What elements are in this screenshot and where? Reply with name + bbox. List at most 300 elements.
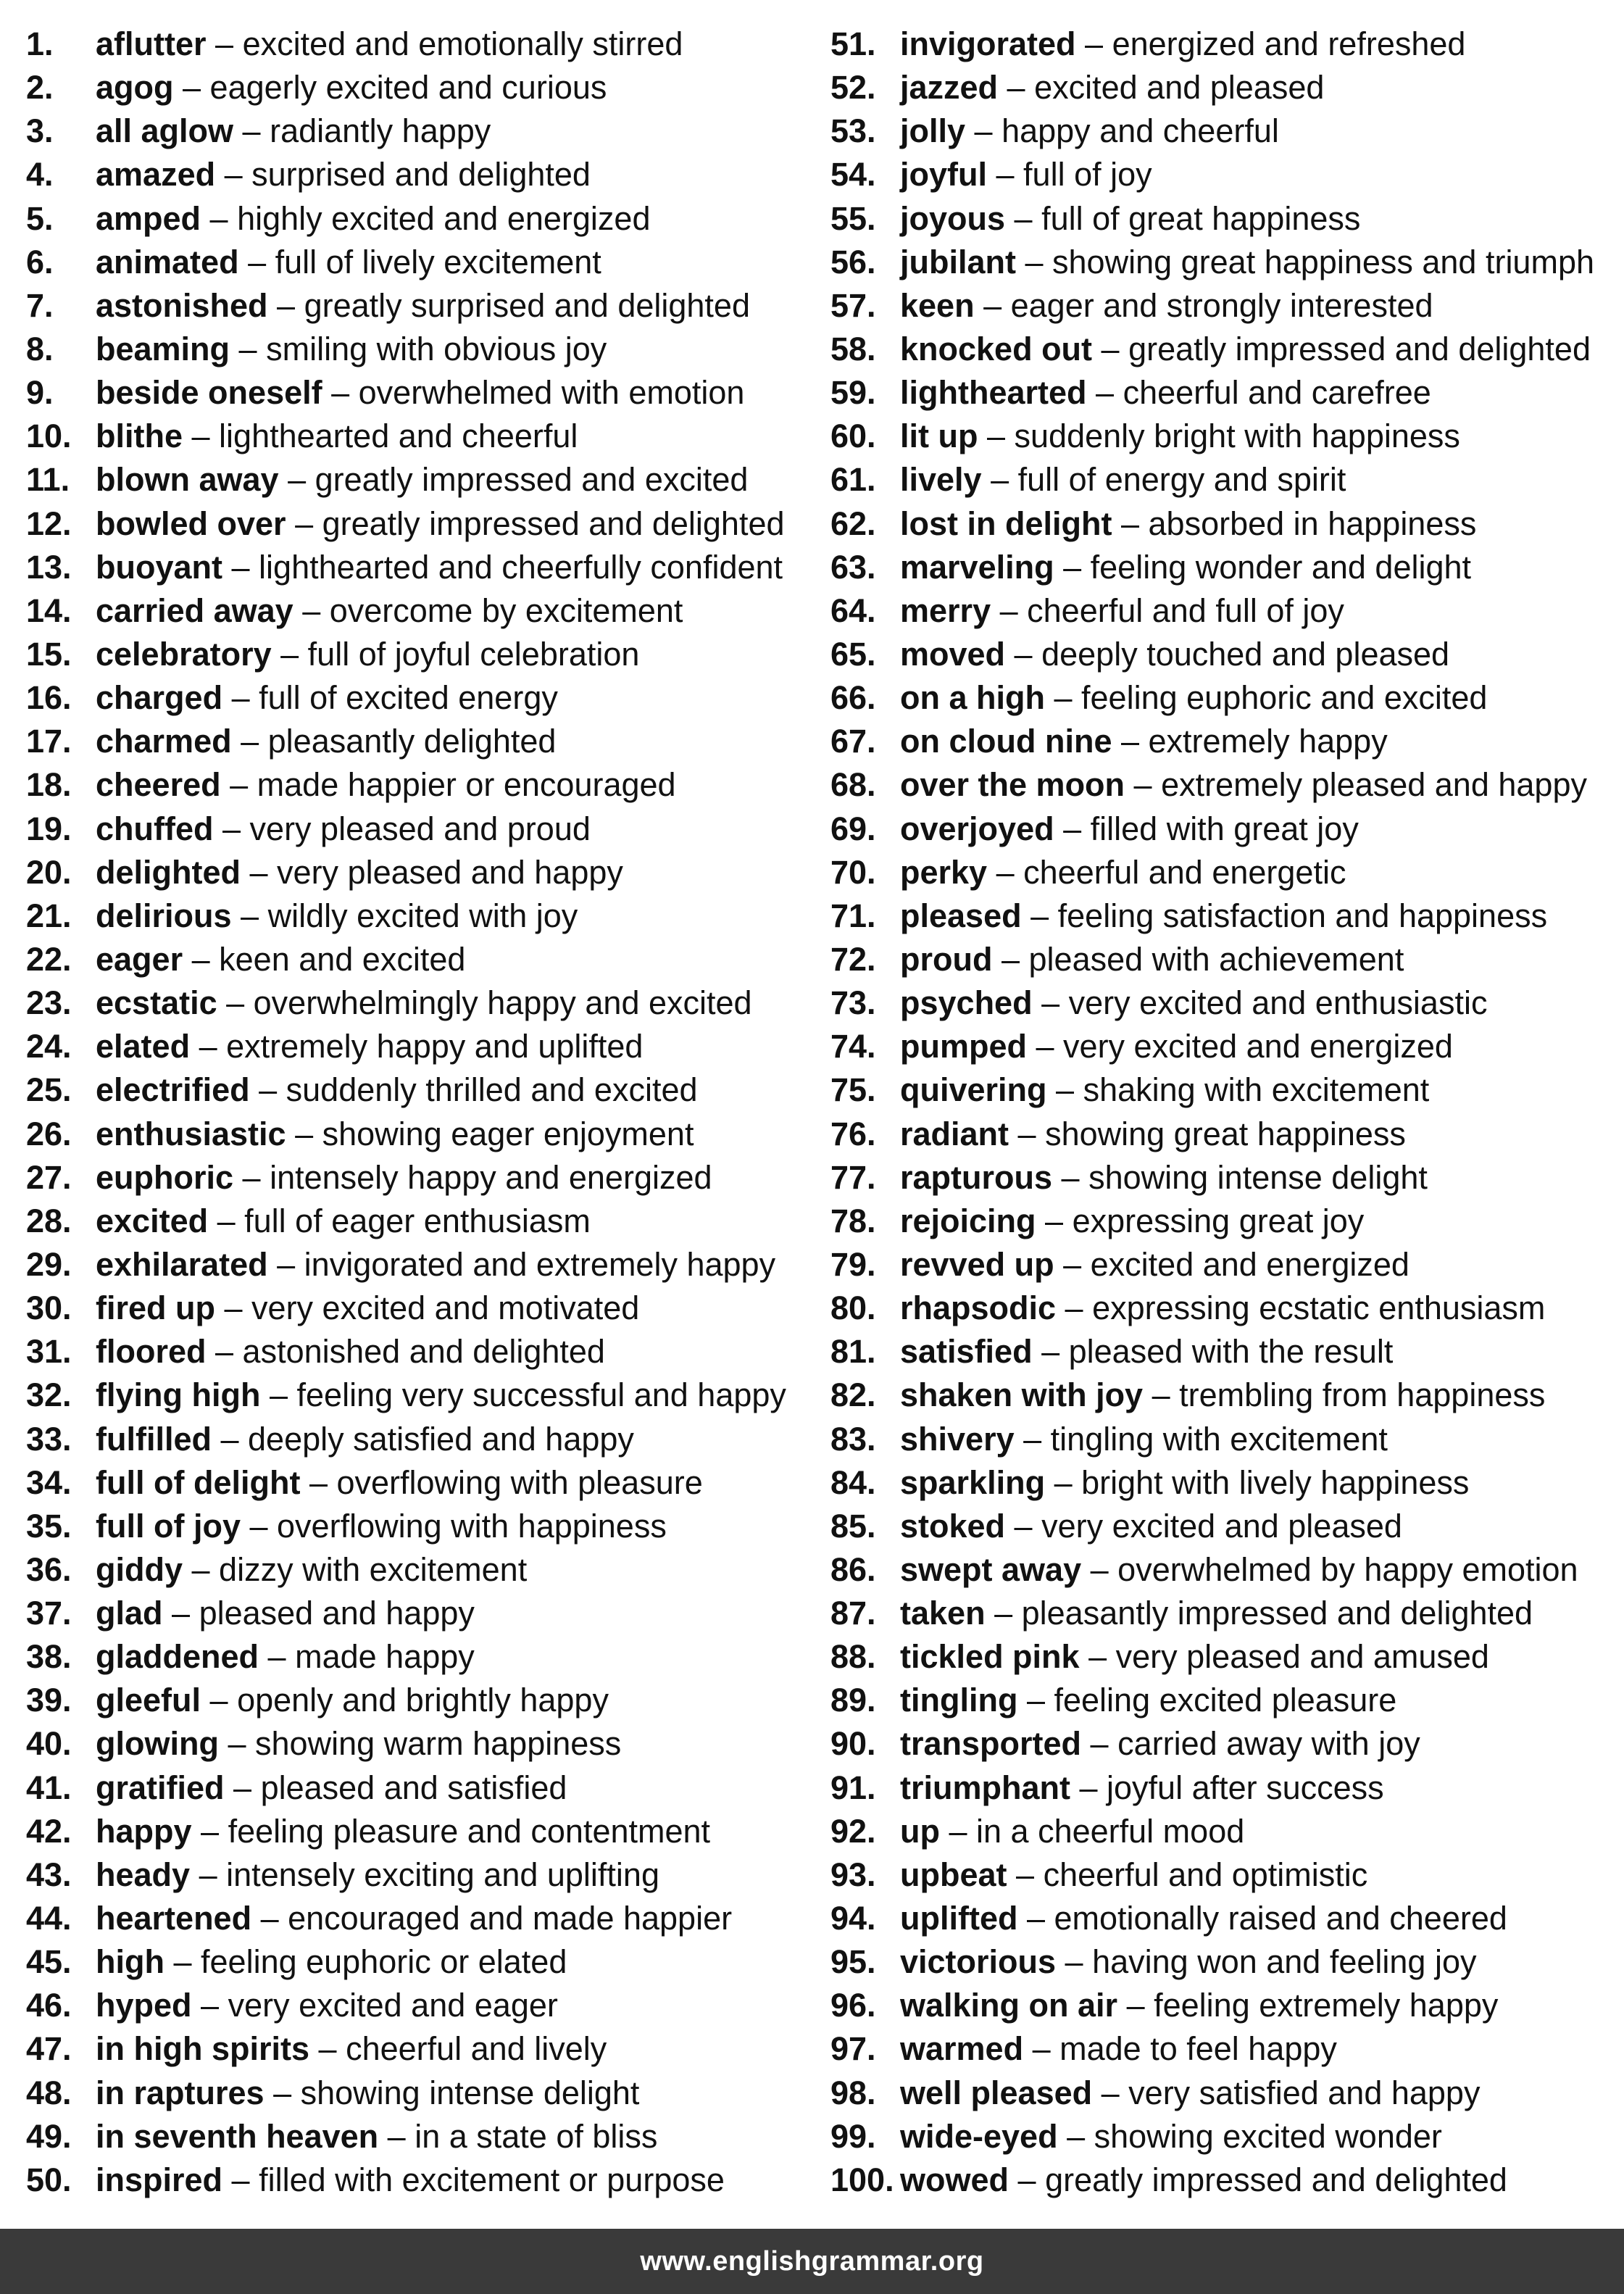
item-number: 11. [26,461,70,499]
list-item [830,1200,1620,1243]
item-separator: – [987,853,1024,891]
item-word: full of delight [96,1463,301,1501]
list-item [26,851,823,894]
item-definition: full of joy [1023,156,1152,194]
list-item [830,676,1620,720]
list-item [830,502,1620,546]
word-list-right-column [830,22,1620,2202]
list-item [26,66,823,109]
item-number: 9. [26,374,54,412]
item-number: 88. [830,1638,876,1676]
item-word: tingling [900,1682,1018,1719]
item-definition: very excited and motivated [251,1289,640,1327]
item-separator: – [206,25,243,62]
list-item [830,197,1620,241]
item-separator: – [213,810,250,847]
item-number: 29. [26,1245,72,1283]
list-item [830,1418,1620,1461]
item-number: 71. [830,897,876,934]
item-separator: – [965,112,1002,150]
list-item [830,2158,1620,2202]
list-item [830,458,1620,502]
item-separator: – [1036,1202,1073,1239]
list-item [830,1853,1620,1897]
item-number: 14. [26,591,72,629]
item-word: flying high [96,1376,261,1414]
item-separator: – [1005,635,1042,673]
list-item [830,66,1620,109]
item-separator: – [164,1943,201,1981]
item-word: hyped [96,1987,192,2024]
item-number: 67. [830,723,876,760]
list-item [26,633,823,676]
item-definition: overwhelmingly happy and excited [253,984,752,1022]
item-definition: very pleased and proud [249,810,591,847]
item-definition: very satisfied and happy [1128,2074,1481,2111]
item-separator: – [1057,2117,1094,2155]
item-separator: – [267,1245,304,1283]
item-word: animated [96,243,239,280]
item-definition: full of excited energy [259,679,558,717]
item-separator: – [271,635,308,673]
list-item [830,633,1620,676]
list-item [26,938,823,981]
item-number: 22. [26,940,72,978]
item-number: 78. [830,1202,876,1239]
item-definition: extremely happy [1148,723,1388,760]
item-number: 12. [26,504,72,542]
item-definition: invigorated and extremely happy [304,1245,776,1283]
item-definition: suddenly thrilled and excited [286,1071,698,1109]
item-number: 98. [830,2074,876,2111]
item-number: 57. [830,286,876,324]
item-number: 18. [26,766,72,804]
item-definition: intensely exciting and uplifting [226,1855,659,1893]
item-number: 50. [26,2161,72,2198]
word-list-left-column [26,22,823,2202]
list-item [830,2115,1620,2158]
list-item [830,109,1620,153]
item-word: upbeat [900,1855,1007,1893]
item-definition: pleased with achievement [1028,940,1404,978]
item-number: 20. [26,853,72,891]
list-item [830,371,1620,415]
item-definition: smiling with obvious joy [266,330,607,367]
item-word: happy [96,1812,192,1850]
list-item [26,1853,823,1897]
list-item [830,1330,1620,1374]
item-separator: – [1032,984,1069,1022]
item-word: perky [900,853,988,891]
item-definition: eager and strongly interested [1010,286,1433,324]
list-item [26,763,823,807]
item-separator: – [162,1595,199,1632]
item-number: 76. [830,1115,876,1152]
item-separator: – [233,112,270,150]
list-item [26,1113,823,1156]
item-number: 25. [26,1071,72,1109]
item-separator: – [1092,2074,1129,2111]
item-definition: very excited and enthusiastic [1068,984,1488,1022]
item-definition: very excited and pleased [1041,1507,1402,1545]
item-number: 45. [26,1943,72,1981]
item-number: 72. [830,940,876,978]
item-number: 77. [830,1158,876,1196]
item-definition: full of energy and spirit [1017,461,1346,499]
list-item [26,720,823,763]
item-separator: – [201,199,238,237]
item-separator: – [981,461,1018,499]
item-definition: shaking with excitement [1083,1071,1430,1109]
item-word: euphoric [96,1158,234,1196]
item-number: 91. [830,1769,876,1806]
item-separator: – [1056,1289,1093,1327]
footer-banner [0,2229,1624,2294]
item-definition: showing warm happiness [255,1725,622,1763]
item-word: beaming [96,330,230,367]
item-number: 65. [830,635,876,673]
item-definition: showing excited wonder [1094,2117,1442,2155]
item-number: 54. [830,156,876,194]
item-number: 56. [830,243,876,280]
list-item [830,1548,1620,1592]
item-word: keen [900,286,975,324]
item-number: 15. [26,635,72,673]
item-number: 23. [26,984,72,1022]
item-word: high [96,1943,165,1981]
list-item [26,2115,823,2158]
item-separator: – [231,723,268,760]
item-definition: cheerful and optimistic [1043,1855,1368,1893]
item-separator: – [231,897,268,934]
item-number: 16. [26,679,72,717]
item-number: 13. [26,548,72,586]
list-item [26,1635,823,1679]
item-number: 63. [830,548,876,586]
item-definition: extremely pleased and happy [1161,766,1587,804]
item-separator: – [378,2117,415,2155]
list-item [830,720,1620,763]
list-item [830,763,1620,807]
item-separator: – [190,1028,227,1065]
item-definition: radiantly happy [270,112,491,150]
item-word: excited [96,1202,209,1239]
item-separator: – [191,1987,228,2024]
item-definition: lighthearted and cheerful [219,417,578,455]
item-separator: – [264,2074,301,2111]
item-number: 26. [26,1115,72,1152]
item-separator: – [238,243,275,280]
item-definition: showing great happiness and triumph [1052,243,1595,280]
list-item [26,589,823,633]
item-separator: – [1045,1463,1082,1501]
item-definition: in a state of bliss [415,2117,658,2155]
item-word: electrified [96,1071,250,1109]
item-word: tickled pink [900,1638,1080,1676]
item-separator: – [206,1333,243,1371]
item-separator: – [1015,243,1053,280]
list-item [26,1374,823,1417]
list-item [26,676,823,720]
item-definition: suddenly bright with happiness [1014,417,1460,455]
list-item [26,1548,823,1592]
item-definition: overflowing with pleasure [336,1463,703,1501]
item-word: astonished [96,286,268,324]
list-item [830,1287,1620,1330]
item-separator: – [1044,679,1082,717]
list-item [26,2071,823,2115]
item-number: 2. [26,69,54,107]
item-separator: – [241,853,278,891]
item-number: 34. [26,1463,72,1501]
item-definition: showing eager enjoyment [322,1115,694,1152]
item-word: exhilarated [96,1245,268,1283]
list-item [830,241,1620,284]
list-item [830,981,1620,1025]
list-item [26,1940,823,1984]
item-number: 19. [26,810,72,847]
item-word: wide-eyed [900,2117,1058,2155]
item-word: aflutter [96,25,207,62]
item-separator: – [1054,1245,1091,1283]
item-definition: openly and brightly happy [237,1682,609,1719]
item-separator: – [286,1115,322,1152]
list-item [830,1940,1620,1984]
item-separator: – [322,374,359,412]
item-number: 53. [830,112,876,150]
item-number: 80. [830,1289,876,1327]
item-separator: – [1112,504,1149,542]
list-item [830,1592,1620,1635]
item-definition: made happy [295,1638,475,1676]
item-definition: pleased and satisfied [260,1769,567,1806]
item-word: lighthearted [900,374,1087,412]
list-item [26,1679,823,1722]
list-item [830,1025,1620,1068]
item-word: enthusiastic [96,1115,286,1152]
item-number: 17. [26,723,72,760]
item-separator: – [183,417,220,455]
item-number: 3. [26,112,54,150]
list-item [26,894,823,938]
item-separator: – [222,548,259,586]
item-number: 27. [26,1158,72,1196]
item-word: psyched [900,984,1033,1022]
item-word: marveling [900,548,1054,586]
item-number: 85. [830,1507,876,1545]
item-word: rapturous [900,1158,1053,1196]
list-item [26,2158,823,2202]
item-separator: – [222,2161,259,2198]
list-item [26,1287,823,1330]
item-separator: – [1054,548,1091,586]
list-item [830,2071,1620,2115]
item-word: gleeful [96,1682,201,1719]
list-item [26,807,823,851]
item-definition: very excited and energized [1063,1028,1453,1065]
item-separator: – [218,1725,256,1763]
item-number: 28. [26,1202,72,1239]
list-item [830,894,1620,938]
item-word: jazzed [900,69,999,107]
item-word: rejoicing [900,1202,1036,1239]
item-definition: pleasantly impressed and delighted [1021,1595,1533,1632]
item-word: merry [900,591,991,629]
item-definition: wildly excited with joy [267,897,578,934]
item-word: chuffed [96,810,214,847]
list-item [26,502,823,546]
item-number: 74. [830,1028,876,1065]
item-word: delirious [96,897,232,934]
item-word: blown away [96,461,279,499]
item-separator: – [1112,723,1149,760]
item-word: delighted [96,853,241,891]
item-number: 90. [830,1725,876,1763]
item-number: 87. [830,1595,876,1632]
item-word: knocked out [900,330,1093,367]
item-separator: – [251,1900,288,1937]
item-definition: full of great happiness [1041,199,1361,237]
item-word: glowing [96,1725,219,1763]
item-number: 7. [26,286,54,324]
item-number: 5. [26,199,54,237]
item-number: 66. [830,679,876,717]
item-word: all aglow [96,112,234,150]
list-item [26,241,823,284]
item-definition: overflowing with happiness [277,1507,667,1545]
item-definition: greatly impressed and excited [315,461,749,499]
item-definition: expressing ecstatic enthusiasm [1092,1289,1546,1327]
item-word: sparkling [900,1463,1046,1501]
item-word: walking on air [900,1987,1118,2024]
item-definition: lighthearted and cheerfully confident [259,548,783,586]
item-number: 46. [26,1987,72,2024]
item-separator: – [190,1855,227,1893]
list-item [26,1330,823,1374]
list-item [26,197,823,241]
item-definition: in a cheerful mood [976,1812,1245,1850]
list-item [830,1635,1620,1679]
list-item [26,153,823,196]
item-definition: feeling very successful and happy [296,1376,786,1414]
list-item [26,1592,823,1635]
item-definition: trembling from happiness [1179,1376,1546,1414]
item-word: uplifted [900,1900,1018,1937]
item-separator: – [1007,1855,1044,1893]
item-separator: – [224,1769,261,1806]
item-number: 83. [830,1420,876,1458]
item-number: 62. [830,504,876,542]
item-number: 21. [26,897,72,934]
item-word: beside oneself [96,374,322,412]
item-number: 93. [830,1855,876,1893]
item-word: eager [96,940,183,978]
item-word: up [900,1812,940,1850]
item-number: 41. [26,1769,72,1806]
item-number: 33. [26,1420,72,1458]
item-separator: – [1027,1028,1064,1065]
item-number: 4. [26,156,54,194]
item-word: shaken with joy [900,1376,1144,1414]
list-item [26,1418,823,1461]
item-definition: made to feel happy [1059,2030,1337,2068]
item-word: on cloud nine [900,723,1112,760]
item-separator: – [233,1158,270,1196]
item-definition: very excited and eager [228,1987,558,2024]
list-item [830,1068,1620,1112]
item-number: 6. [26,243,54,280]
item-definition: extremely happy and uplifted [226,1028,644,1065]
item-separator: – [217,984,254,1022]
list-item [26,1200,823,1243]
item-separator: – [208,1202,245,1239]
list-item [830,1505,1620,1548]
list-item [26,546,823,589]
item-word: celebratory [96,635,272,673]
item-word: stoked [900,1507,1006,1545]
item-number: 82. [830,1376,876,1414]
item-definition: feeling euphoric or elated [201,1943,567,1981]
item-definition: very pleased and happy [277,853,623,891]
item-word: well pleased [900,2074,1093,2111]
item-separator: – [183,940,220,978]
item-word: revved up [900,1245,1054,1283]
item-definition: showing intense delight [1088,1158,1428,1196]
item-separator: – [293,591,330,629]
item-separator: – [215,1289,252,1327]
item-number: 79. [830,1245,876,1283]
item-separator: – [240,1507,278,1545]
item-word: floored [96,1333,207,1371]
item-separator: – [1046,1071,1083,1109]
item-separator: – [1009,1115,1046,1152]
list-item [830,2027,1620,2071]
item-word: agog [96,69,174,107]
item-number: 64. [830,591,876,629]
item-word: amped [96,199,201,237]
item-number: 61. [830,461,876,499]
item-separator: – [1014,1420,1051,1458]
item-word: jolly [900,112,966,150]
item-number: 95. [830,1943,876,1981]
list-item [830,1461,1620,1505]
item-separator: – [1005,1507,1042,1545]
item-definition: joyful after success [1107,1769,1384,1806]
list-item [830,22,1620,66]
item-number: 51. [830,25,876,62]
item-word: in seventh heaven [96,2117,379,2155]
item-word: triumphant [900,1769,1070,1806]
item-separator: – [286,504,322,542]
item-definition: feeling pleasure and contentment [228,1812,711,1850]
item-definition: bright with lively happiness [1081,1463,1470,1501]
item-number: 86. [830,1550,876,1588]
item-definition: dizzy with excitement [219,1550,528,1588]
item-number: 43. [26,1855,72,1893]
list-item [26,1025,823,1068]
item-word: rhapsodic [900,1289,1057,1327]
item-definition: overwhelmed by happy emotion [1117,1550,1578,1588]
item-separator: – [978,417,1015,455]
list-item [26,1461,823,1505]
item-word: elated [96,1028,191,1065]
item-definition: greatly impressed and delighted [1045,2161,1507,2198]
item-definition: overwhelmed with emotion [358,374,745,412]
item-definition: cheerful and carefree [1123,374,1431,412]
item-number: 100. [830,2161,894,2198]
item-separator: – [1021,897,1058,934]
item-word: blithe [96,417,183,455]
